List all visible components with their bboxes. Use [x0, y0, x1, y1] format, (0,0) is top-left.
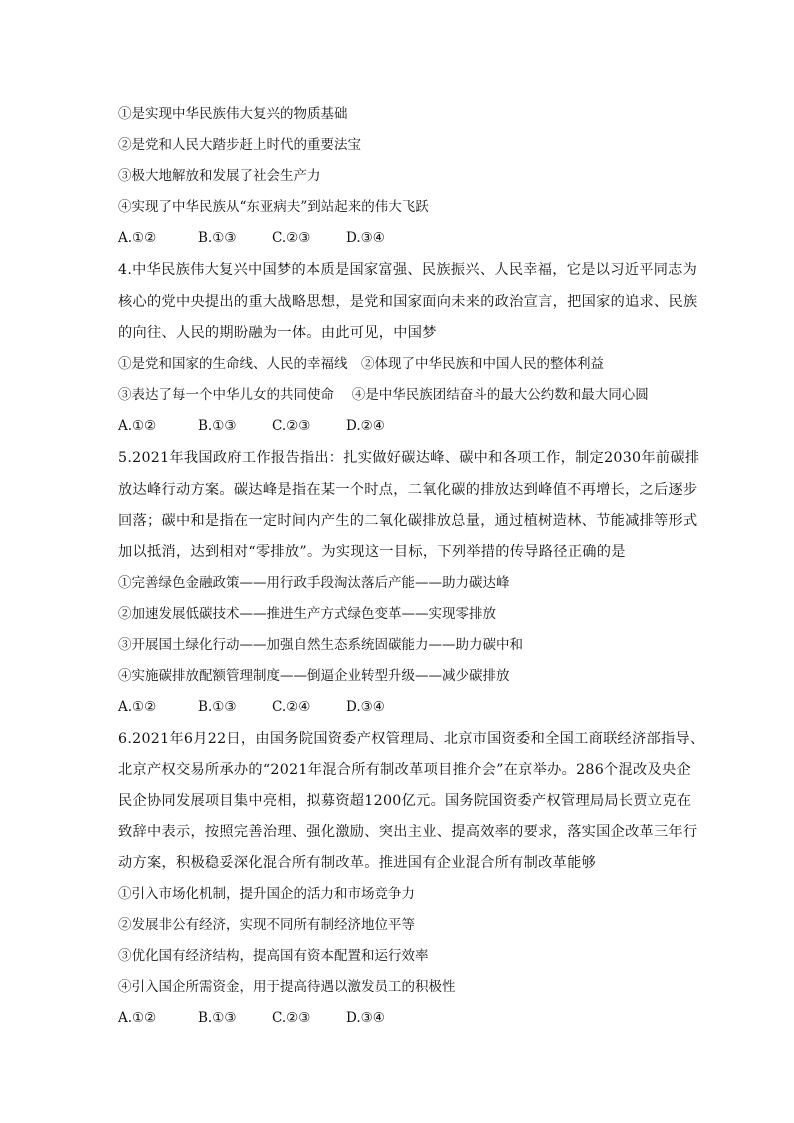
- q3-option-3: ③极大地解放和发展了社会生产力: [118, 168, 321, 184]
- q5-choice-c: C.②④: [272, 699, 311, 715]
- q6-stem-line-4: 致辞中表示，按照完善治理、强化激励、突出主业、提高效率的要求，落实国企改革三年行: [118, 824, 698, 840]
- q4-choice-a: A.①②: [118, 418, 157, 434]
- q6-choice-b: B.①③: [198, 1010, 237, 1026]
- q4-stem-line-1: 4.中华民族伟大复兴中国梦的本质是国家富强、民族振兴、人民幸福，它是以习近平同志为: [118, 262, 698, 278]
- q5-choice-b: B.①③: [198, 699, 237, 715]
- q5-option-2: ②加速发展低碳技术——推进生产方式绿色变革——实现零排放: [118, 606, 496, 622]
- q3-choices: [118, 228, 385, 248]
- q6-option-4: ④引入国企所需资金，用于提高待遇以激发员工的积极性: [118, 979, 456, 995]
- q5-option-4: ④实施碳排放配额管理制度——倒逼企业转型升级——减少碳排放: [118, 668, 510, 684]
- q6-option-1: ①引入市场化机制，提升国企的活力和市场竞争力: [118, 886, 415, 902]
- q5-stem-line-1: 5.2021年我国政府工作报告指出：扎实做好碳达峰、碳中和各项工作，制定2030年前碳排: [118, 450, 700, 466]
- q4-stem-line-2: 核心的党中央提出的重大战略思想，是党和国家面向未来的政治宣言，把国家的追求、民族: [118, 294, 698, 310]
- q3-choice-a: A.①②: [118, 230, 157, 246]
- q3-option-2: ②是党和人民大踏步赶上时代的重要法宝: [118, 137, 361, 153]
- q5-choice-d: D.③④: [346, 699, 385, 715]
- q5-stem-line-3: 回落；碳中和是指在一定时间内产生的二氧化碳排放总量，通过植树造林、节能减排等形式: [118, 513, 698, 529]
- q3-option-1: ①是实现中华民族伟大复兴的物质基础: [118, 106, 348, 122]
- q6-stem-line-2: 北京产权交易所承办的“2021年混合所有制改革项目推介会”在京举办。286个混改及央企: [118, 762, 691, 778]
- q6-stem-line-5: 动方案，积极稳妥深化混合所有制改革。推进国有企业混合所有制改革能够: [118, 855, 597, 871]
- q5-option-3: ③开展国土绿化行动——加强自然生态系统固碳能力——助力碳中和: [118, 637, 523, 653]
- q4-choices: [118, 416, 385, 436]
- q6-option-2: ②发展非公有经济，实现不同所有制经济地位平等: [118, 917, 415, 933]
- q3-option-4: ④实现了中华民族从“东亚病夫”到站起来的伟大飞跃: [118, 199, 429, 215]
- q5-option-1: ①完善绿色金融政策——用行政手段淘汰落后产能——助力碳达峰: [118, 575, 510, 591]
- q5-choices: [118, 697, 385, 717]
- q6-choice-c: C.②③: [272, 1010, 311, 1026]
- q6-stem-line-1: 6.2021年6月22日，由国务院国资委产权管理局、北京市国资委和全国工商联经济部指导、: [118, 731, 705, 747]
- q6-choice-d: D.③④: [346, 1010, 385, 1026]
- q4-option-1-2: ①是党和国家的生命线、人民的幸福线 ②体现了中华民族和中国人民的整体利益: [118, 356, 604, 372]
- q4-choice-c: C.②③: [272, 418, 311, 434]
- q3-choice-b: B.①③: [198, 230, 237, 246]
- q3-choice-d: D.③④: [346, 230, 385, 246]
- q5-stem-line-2: 放达峰行动方案。碳达峰是指在某一个时点，二氧化碳的排放达到峰值不再增长，之后逐步: [118, 482, 698, 498]
- q4-choice-d: D.②④: [346, 418, 385, 434]
- q4-option-3-4: ③表达了每一个中华儿女的共同使命 ④是中华民族团结奋斗的最大公约数和最大同心圆: [118, 387, 649, 403]
- q6-choice-a: A.①②: [118, 1010, 157, 1026]
- q6-option-3: ③优化国有经济结构，提高国有资本配置和运行效率: [118, 948, 429, 964]
- q4-stem-line-3: 的向往、人民的期盼融为一体。由此可见，中国梦: [118, 325, 437, 341]
- q5-choice-a: A.①②: [118, 699, 157, 715]
- q6-stem-line-3: 民企协同发展项目集中亮相，拟募资超1200亿元。国务院国资委产权管理局局长贾立克在: [118, 793, 692, 809]
- q5-stem-line-4: 加以抵消，达到相对“零排放”。为实现这一目标，下列举措的传导路径正确的是: [118, 544, 626, 560]
- q6-choices: [118, 1008, 385, 1028]
- q4-choice-b: B.①③: [198, 418, 237, 434]
- q3-choice-c: C.②③: [272, 230, 311, 246]
